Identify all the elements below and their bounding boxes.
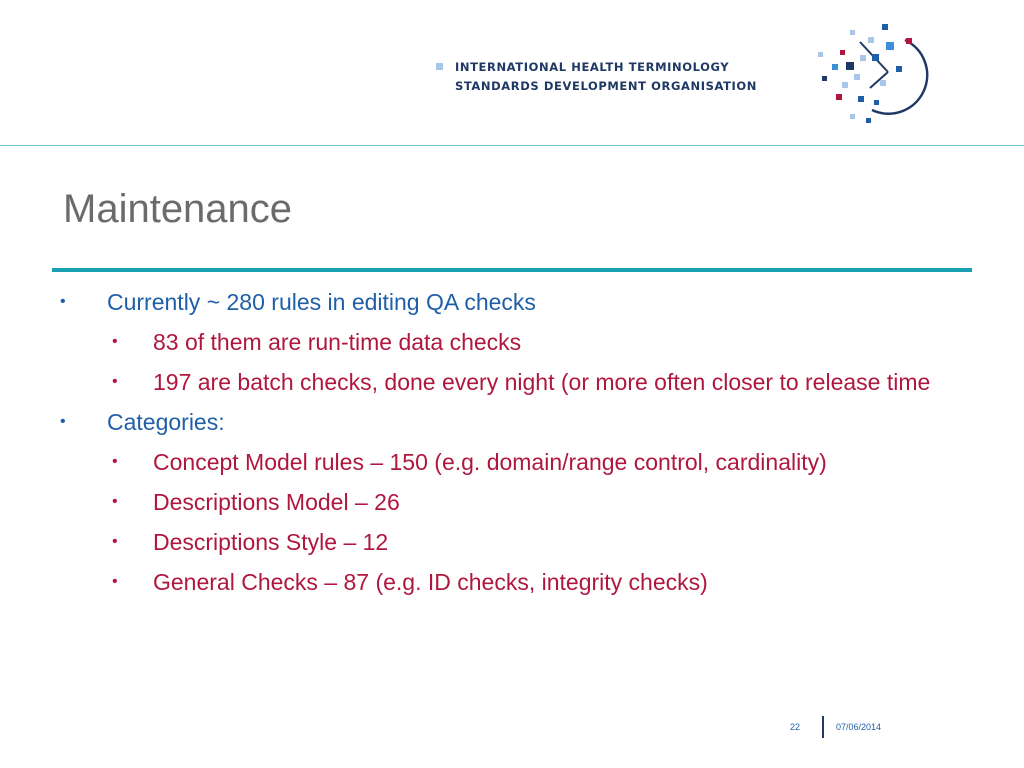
bullet-text: Currently ~ 280 rules in editing QA checks bbox=[107, 289, 536, 315]
bullet-glyph: • bbox=[112, 573, 118, 590]
bullet-glyph: • bbox=[112, 533, 118, 550]
bullet-item bbox=[60, 405, 970, 439]
bullet-list bbox=[60, 285, 970, 605]
bullet-glyph: • bbox=[60, 413, 66, 430]
org-square-icon bbox=[436, 63, 443, 70]
bullet-text: Categories: bbox=[107, 409, 225, 435]
sub-bullet-item bbox=[60, 485, 970, 519]
footer-separator bbox=[822, 716, 824, 738]
sub-bullet-item bbox=[60, 445, 970, 479]
bullet-glyph: • bbox=[112, 333, 118, 350]
bullet-glyph: • bbox=[112, 493, 118, 510]
sub-bullet-text: Descriptions Model – 26 bbox=[153, 489, 400, 515]
ihtsdo-logo-icon bbox=[810, 20, 950, 130]
bullet-glyph: • bbox=[112, 453, 118, 470]
bullet-glyph: • bbox=[60, 293, 66, 310]
sub-bullet-item bbox=[60, 565, 970, 599]
slide-title: Maintenance bbox=[63, 187, 293, 231]
sub-bullet-item bbox=[60, 365, 970, 399]
sub-bullet-text: General Checks – 87 (e.g. ID checks, integrity checks) bbox=[153, 569, 708, 595]
sub-bullet-text: 83 of them are run-time data checks bbox=[153, 329, 522, 355]
org-name-line2: STANDARDS DEVELOPMENT ORGANISATION bbox=[455, 79, 758, 93]
footer-date: 07/06/2014 bbox=[836, 722, 882, 732]
sub-bullet-text: 197 are batch checks, done every night (or more often closer to release time bbox=[153, 369, 931, 395]
bullet-glyph: • bbox=[112, 373, 118, 390]
bullet-item bbox=[60, 285, 970, 319]
sub-bullet-item bbox=[60, 525, 970, 559]
sub-bullet-text: Concept Model rules – 150 (e.g. domain/range control, cardinality) bbox=[153, 449, 827, 475]
org-name-line1: INTERNATIONAL HEALTH TERMINOLOGY bbox=[455, 60, 730, 74]
title-underline bbox=[52, 268, 972, 272]
sub-bullet-text: Descriptions Style – 12 bbox=[153, 529, 389, 555]
header-divider bbox=[0, 145, 1024, 146]
page-number: 22 bbox=[790, 722, 801, 732]
sub-bullet-item bbox=[60, 325, 970, 359]
org-name bbox=[440, 58, 757, 96]
